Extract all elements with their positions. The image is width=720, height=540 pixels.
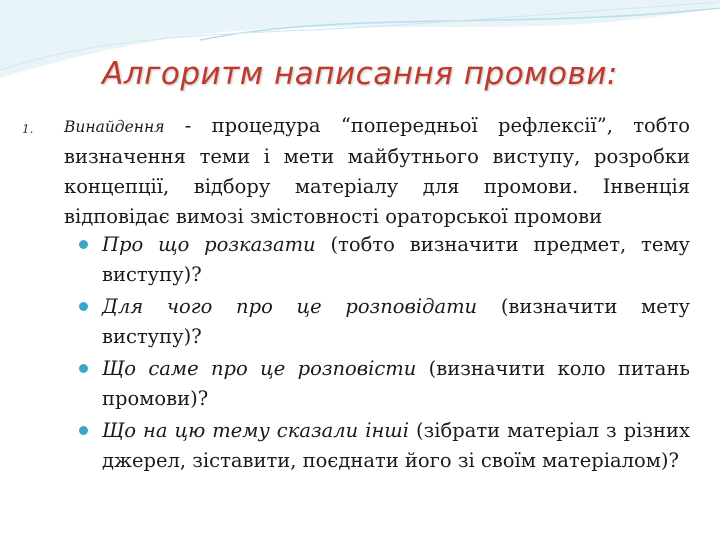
- item-text: - процедура “попередньої рефлексії”, тобто визначення теми і мети майбутнього виступу, розробки концепції, відбору матеріалу для промови. Інвенція відповідає вимозі змістовності ораторської промови: [64, 114, 690, 228]
- bullet-explanation: (визначити коло питань промови)?: [102, 357, 690, 410]
- bullet-dot-icon: [79, 302, 88, 311]
- bullet-explanation: (визначити мету виступу)?: [102, 295, 690, 348]
- bullet-question: Що на цю тему сказали інші: [102, 419, 409, 442]
- list-item: [79, 230, 690, 290]
- item-number: 1.: [22, 122, 34, 136]
- slide-title: Алгоритм написання промови:: [102, 56, 618, 92]
- bullet-dot-icon: [79, 364, 88, 373]
- list-item: [79, 354, 690, 414]
- bullet-explanation: (зібрати матеріал з різних джерел, зіставити, поєднати його зі своїм матеріалом)?: [102, 419, 690, 472]
- bullet-list: [79, 230, 690, 478]
- bullet-dot-icon: [79, 240, 88, 249]
- item-paragraph: [64, 111, 690, 232]
- bullet-dot-icon: [79, 426, 88, 435]
- item-term: Винайдення: [64, 118, 165, 136]
- bullet-question: Для чого про це розповідати: [102, 295, 478, 318]
- bullet-question: Що саме про це розповісти: [102, 357, 417, 380]
- list-item: [79, 292, 690, 352]
- bullet-question: Про що розказати: [102, 233, 316, 256]
- bullet-explanation: (тобто визначити предмет, тему виступу)?: [102, 233, 691, 286]
- list-item: [79, 416, 690, 476]
